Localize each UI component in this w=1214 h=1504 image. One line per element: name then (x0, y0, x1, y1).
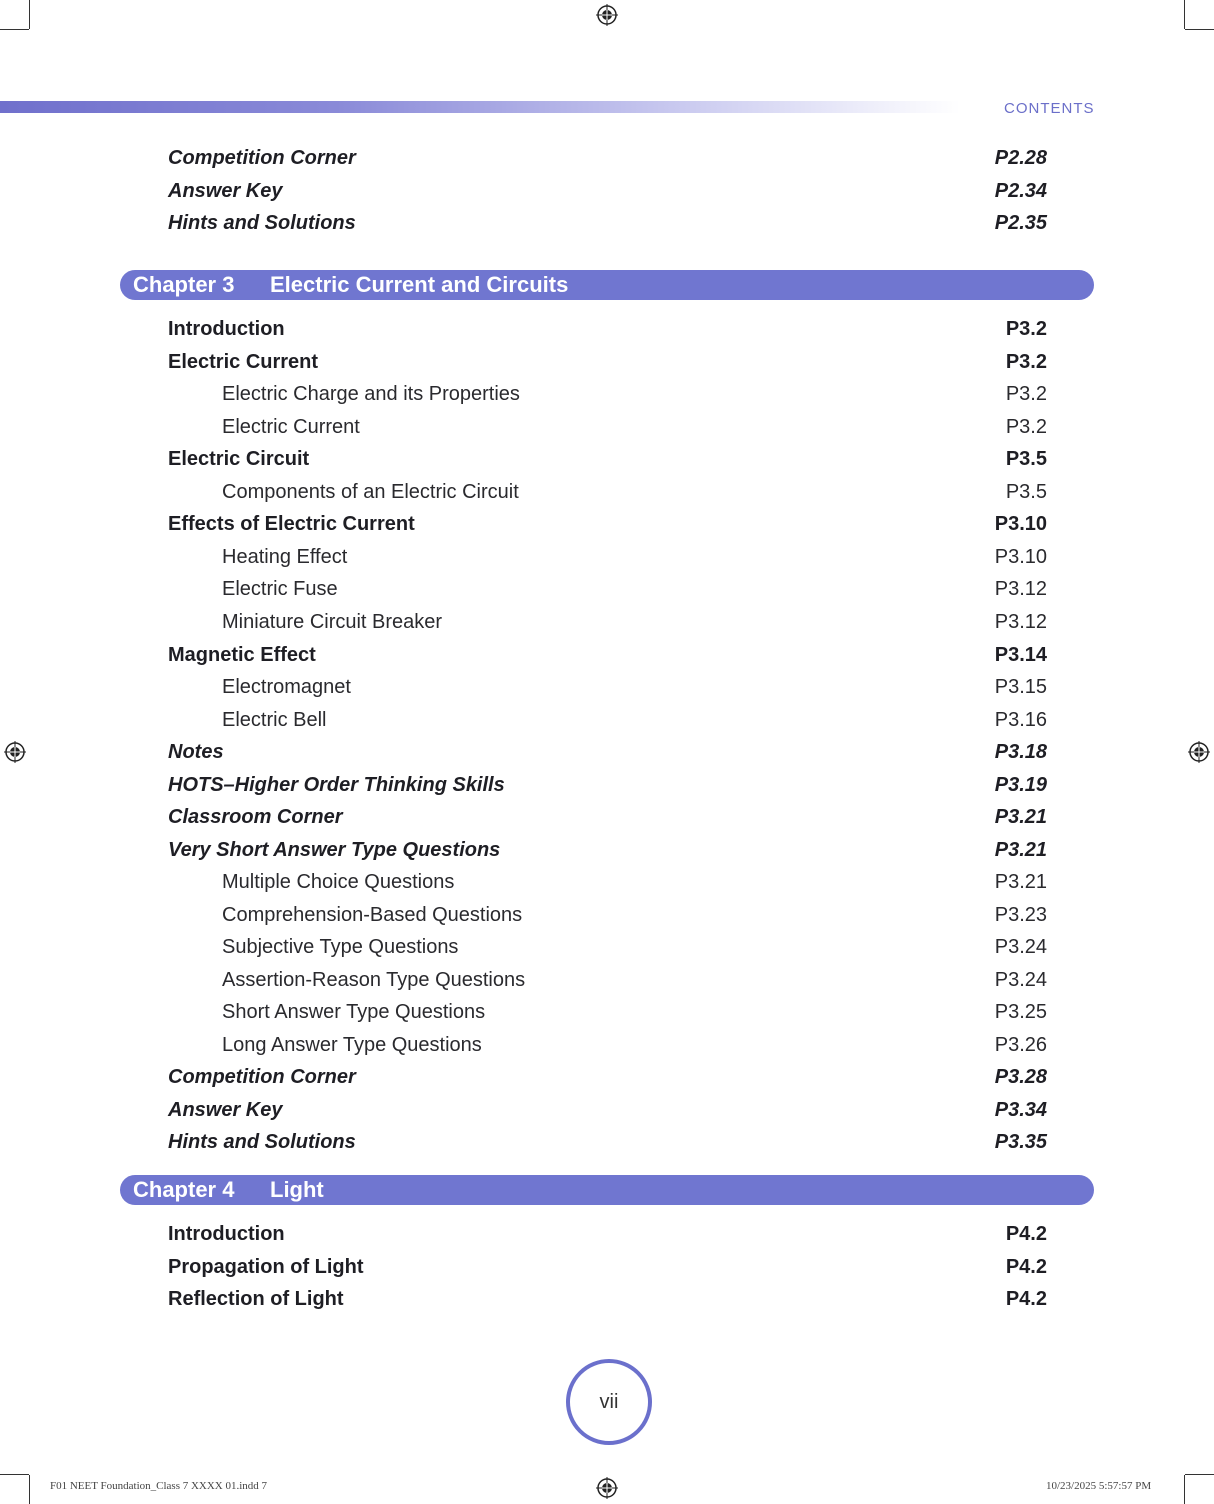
toc-entry-page: P2.28 (994, 146, 1047, 169)
toc-subentry[interactable] (222, 966, 1047, 994)
toc-entry-title: Hints and Solutions (168, 211, 356, 234)
toc-entry-title: Effects of Electric Current (168, 512, 415, 535)
toc-entry-title: Notes (168, 740, 224, 763)
toc-entry[interactable] (168, 1253, 1047, 1281)
toc-entry-title: Hints and Solutions (168, 1130, 356, 1153)
toc-entry-page: P3.35 (994, 1130, 1047, 1153)
toc-entry-page: P3.10 (994, 545, 1047, 568)
toc-entry-title: Classroom Corner (168, 805, 343, 828)
toc-entry-title: Long Answer Type Questions (222, 1033, 482, 1056)
toc-entry-page: P4.2 (1005, 1255, 1047, 1278)
toc-entry[interactable] (168, 803, 1047, 831)
chapter-number: Chapter 3 (133, 272, 235, 297)
toc-entry-page: P3.2 (1005, 415, 1047, 438)
chapter-heading[interactable] (120, 1175, 1094, 1205)
toc-entry[interactable] (168, 177, 1047, 205)
registration-mark-icon (596, 1477, 618, 1499)
chapter-number: Chapter 4 (133, 1177, 235, 1202)
toc-subentry[interactable] (222, 413, 1047, 441)
toc-entry-title: Electric Charge and its Properties (222, 382, 520, 405)
toc-entry-page: P3.12 (994, 610, 1047, 633)
toc-entry-title: Electric Bell (222, 708, 327, 731)
chapter-heading[interactable] (120, 270, 1094, 300)
chapter-title: Light (270, 1177, 324, 1202)
toc-entry[interactable] (168, 1096, 1047, 1124)
toc-entry-title: Multiple Choice Questions (222, 870, 455, 893)
header-gradient-band (0, 101, 960, 113)
crop-mark (29, 0, 30, 29)
toc-entry-title: Electric Current (168, 350, 319, 373)
registration-mark-icon (596, 4, 618, 26)
toc-entry-page: P3.5 (1005, 447, 1047, 470)
toc-entry-page: P4.2 (1005, 1287, 1047, 1310)
toc-entry-title: Electric Circuit (168, 447, 310, 470)
toc-entry-page: P3.19 (994, 773, 1047, 796)
toc-entry[interactable] (168, 1220, 1047, 1248)
toc-entry-page: P3.34 (994, 1098, 1047, 1121)
toc-entry[interactable] (168, 771, 1047, 799)
toc-entry-page: P3.2 (1005, 382, 1047, 405)
toc-entry-title: Propagation of Light (168, 1255, 364, 1278)
toc-entry-page: P3.28 (994, 1065, 1047, 1088)
toc-subentry[interactable] (222, 706, 1047, 734)
slug-timestamp: 10/23/2025 5:57:57 PM (1046, 1480, 1152, 1492)
toc-entry-title: Reflection of Light (168, 1287, 344, 1310)
toc-entry-title: Magnetic Effect (168, 643, 316, 666)
slug-file-info: F01 NEET Foundation_Class 7 XXXX 01.indd 7 (50, 1480, 268, 1492)
toc-entry-title: Miniature Circuit Breaker (222, 610, 443, 633)
toc-entry[interactable] (168, 510, 1047, 538)
crop-mark (1185, 1474, 1214, 1475)
toc-entry-page: P3.14 (994, 643, 1047, 666)
toc-entry-title: Components of an Electric Circuit (222, 480, 519, 503)
crop-mark (0, 1474, 29, 1475)
toc-entry[interactable] (168, 641, 1047, 669)
toc-entry-page: P3.26 (994, 1033, 1047, 1056)
toc-entry-page: P2.35 (994, 211, 1047, 234)
toc-entry-title: Introduction (168, 317, 285, 340)
toc-subentry[interactable] (222, 901, 1047, 929)
contents-header: CONTENTS (1004, 100, 1095, 117)
toc-entry[interactable] (168, 836, 1047, 864)
toc-entry-title: HOTS–Higher Order Thinking Skills (168, 773, 505, 796)
registration-mark-icon (4, 741, 26, 763)
toc-entry-title: Electromagnet (222, 675, 351, 698)
toc-entry-page: P4.2 (1005, 1222, 1047, 1245)
toc-entry[interactable] (168, 315, 1047, 343)
toc-subentry[interactable] (222, 608, 1047, 636)
toc-entry-title: Short Answer Type Questions (222, 1000, 486, 1023)
toc-entry-page: P3.16 (994, 708, 1047, 731)
toc-entry[interactable] (168, 348, 1047, 376)
toc-entry[interactable] (168, 1063, 1047, 1091)
page-number: vii (599, 1390, 619, 1413)
toc-entry-page: P3.23 (994, 903, 1047, 926)
chapter-title: Electric Current and Circuits (270, 272, 569, 297)
toc-subentry[interactable] (222, 933, 1047, 961)
toc-entry-title: Answer Key (168, 1098, 283, 1121)
toc-entry-title: Electric Current (222, 415, 360, 438)
toc-entry-page: P2.34 (994, 179, 1047, 202)
toc-entry-title: Assertion-Reason Type Questions (222, 968, 526, 991)
toc-entry-title: Answer Key (168, 179, 283, 202)
toc-entry-page: P3.15 (994, 675, 1047, 698)
toc-entry[interactable] (168, 209, 1047, 237)
toc-entry-page: P3.21 (994, 805, 1047, 828)
toc-subentry[interactable] (222, 575, 1047, 603)
toc-subentry[interactable] (222, 380, 1047, 408)
toc-entry[interactable] (168, 1128, 1047, 1156)
toc-subentry[interactable] (222, 478, 1047, 506)
toc-entry-page: P3.24 (994, 968, 1047, 991)
toc-entry[interactable] (168, 738, 1047, 766)
toc-entry-page: P3.21 (994, 870, 1047, 893)
toc-entry[interactable] (168, 445, 1047, 473)
page-number-badge (566, 1359, 652, 1445)
toc-entry-page: P3.21 (994, 838, 1047, 861)
toc-entry-title: Heating Effect (222, 545, 348, 568)
toc-entry-title: Competition Corner (168, 1065, 356, 1088)
toc-subentry[interactable] (222, 998, 1047, 1026)
toc-entry-page: P3.2 (1005, 317, 1047, 340)
toc-entry-page: P3.2 (1005, 350, 1047, 373)
toc-entry-page: P3.18 (994, 740, 1047, 763)
toc-subentry[interactable] (222, 543, 1047, 571)
toc-entry-title: Subjective Type Questions (222, 935, 459, 958)
crop-mark (1184, 1475, 1185, 1504)
toc-entry-title: Very Short Answer Type Questions (168, 838, 501, 861)
toc-entry-title: Competition Corner (168, 146, 356, 169)
crop-mark (29, 1475, 30, 1504)
toc-entry[interactable] (168, 1285, 1047, 1313)
toc-entry-page: P3.12 (994, 577, 1047, 600)
toc-entry-page: P3.10 (994, 512, 1047, 535)
registration-mark-icon (1188, 741, 1210, 763)
toc-entry-page: P3.24 (994, 935, 1047, 958)
toc-entry-title: Introduction (168, 1222, 285, 1245)
toc-subentry[interactable] (222, 868, 1047, 896)
toc-entry-page: P3.5 (1005, 480, 1047, 503)
toc-entry[interactable] (168, 144, 1047, 172)
crop-mark (0, 29, 29, 30)
crop-mark (1185, 29, 1214, 30)
toc-entry-title: Electric Fuse (222, 577, 338, 600)
toc-entry-page: P3.25 (994, 1000, 1047, 1023)
toc-subentry[interactable] (222, 1031, 1047, 1059)
toc-entry-title: Comprehension-Based Questions (222, 903, 523, 926)
crop-mark (1184, 0, 1185, 29)
toc-subentry[interactable] (222, 673, 1047, 701)
